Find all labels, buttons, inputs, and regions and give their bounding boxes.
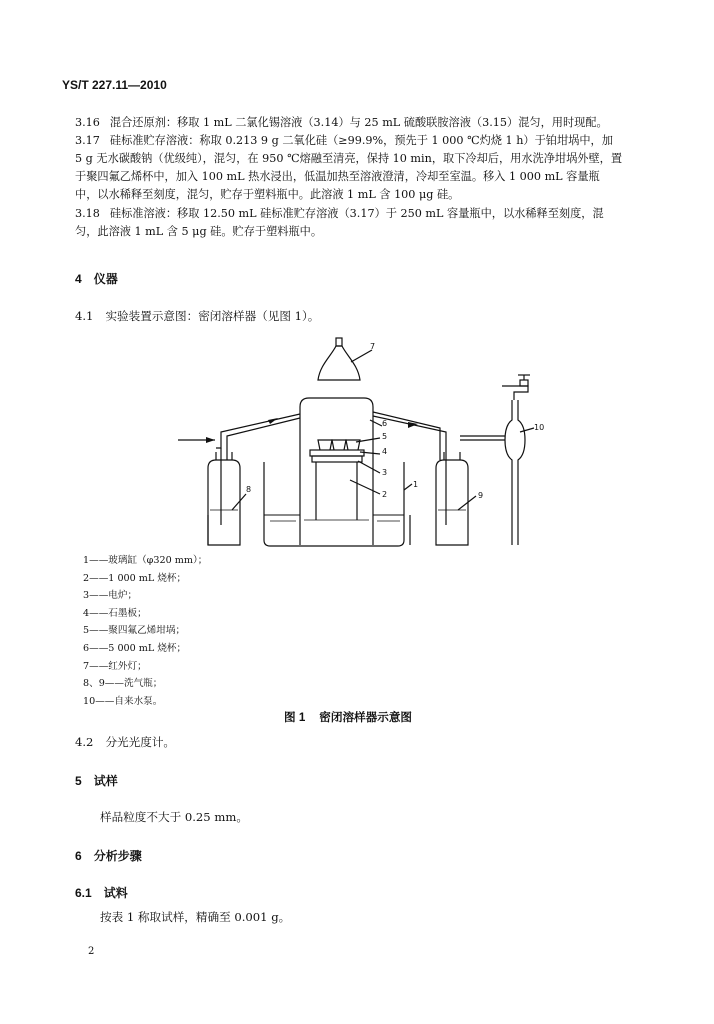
label-2: 2: [382, 490, 388, 499]
wash-bottle-9: [436, 460, 468, 545]
leader-3: [358, 461, 380, 473]
clause-text-line: 于聚四氟乙烯杯中，加入 100 mL 热水浸出，低温加热至溶液澄清，冷却至室温。移入 1 000 mL 容量瓶: [75, 170, 600, 183]
section-title: 试样: [93, 774, 118, 788]
label-6: 6: [382, 419, 388, 428]
clause-text-line: 中，以水稀释至刻度，混匀，贮存于塑料瓶中。此溶液 1 mL 含 100 μg 硅。: [75, 188, 460, 201]
label-7: 7: [370, 342, 376, 351]
leader-10: [520, 428, 534, 432]
figure-title: 密闭溶样器示意图: [319, 711, 413, 724]
clause-text: 混合还原剂：移取 1 mL 二氯化锡溶液（3.14）与 25 mL 硫酸联胺溶液（3.15）混匀，用时现配。: [109, 116, 608, 129]
leader-2: [350, 480, 380, 494]
section-number: 6: [75, 849, 82, 863]
crucible-a: [318, 440, 332, 450]
item-text: 分光光度计。: [105, 735, 176, 749]
leader-1: [404, 484, 412, 490]
crucible-b: [332, 440, 346, 450]
standard-header: YS/T 227.11—2010: [62, 78, 167, 92]
faucet: [502, 386, 528, 400]
clause-number: 3.16: [75, 116, 100, 129]
item-title: 试料: [103, 886, 128, 900]
item-number: 4.1: [75, 309, 94, 323]
legend-item: 6——5 000 mL 烧杯；: [83, 642, 187, 654]
clause-text-line: 5 g 无水碳酸钠（优级纯），混匀，在 950 ℃熔融至清亮，保持 10 min，取下冷却后，用水洗净坩埚外壁，置: [75, 152, 623, 165]
infrared-lamp: [318, 346, 360, 380]
leader-8: [232, 494, 246, 510]
item-number: 6.1: [75, 886, 92, 900]
graphite-plate: [310, 450, 364, 456]
clause-number: 3.18: [75, 207, 100, 220]
label-10: 10: [534, 423, 545, 432]
clause-text-line: 硅标准贮存溶液：称取 0.213 9 g 二氧化硅（≥99.9%，预先于 1 000 ℃灼烧 1 h）于铂坩埚中，加: [109, 134, 613, 147]
item-text: 实验装置示意图：密闭溶样器（见图 1）。: [105, 309, 320, 323]
hot-plate: [312, 456, 362, 462]
wash-bottle-8: [208, 460, 240, 545]
lamp-cap: [336, 338, 342, 346]
water-pump: [505, 400, 525, 545]
leader-6: [370, 420, 382, 426]
label-3: 3: [382, 468, 388, 477]
section-number: 4: [75, 272, 82, 286]
label-9: 9: [478, 491, 484, 500]
item-number: 4.2: [75, 735, 94, 749]
section-5-heading: [75, 772, 118, 789]
figure-legend: [83, 552, 207, 710]
legend-item: 4——石墨板；: [83, 607, 147, 619]
air-inlet-arrow: [206, 437, 215, 443]
legend-item: 7——红外灯；: [83, 660, 147, 672]
item-4-2: [75, 734, 175, 750]
legend-item: 1——玻璃缸（φ320 mm）；: [83, 555, 208, 566]
section-6-heading: [75, 847, 142, 864]
label-4: 4: [382, 447, 388, 456]
label-8: 8: [246, 485, 252, 494]
page-number: 2: [88, 946, 95, 957]
figure-caption: [284, 709, 412, 725]
section-title: 分析步骤: [93, 849, 142, 863]
leader-9: [458, 496, 476, 510]
leader-4: [360, 452, 380, 454]
legend-item: 10——自来水泵。: [83, 695, 163, 707]
clause-text-line: 硅标准溶液：移取 12.50 mL 硅标准贮存溶液（3.17）于 250 mL 容量瓶中，以水稀释至刻度，混: [109, 207, 604, 220]
sample-text: 样品粒度不大于 0.25 mm。: [100, 810, 248, 824]
item-6-1-text: 按表 1 称取试样，精确至 0.001 g。: [100, 910, 291, 924]
legend-item: 3——电炉；: [83, 590, 138, 602]
label-1: 1: [413, 480, 419, 489]
leader-7: [351, 350, 372, 362]
legend-item: 2——1 000 mL 烧杯；: [83, 572, 187, 584]
flow-arrow-left: [268, 418, 278, 424]
label-5: 5: [382, 432, 388, 441]
legend-item: 5——聚四氟乙烯坩埚；: [83, 625, 186, 637]
inner-beaker: [316, 462, 357, 520]
clause-number: 3.17: [75, 134, 100, 147]
item-6-1-heading: [75, 884, 128, 901]
big-beaker-outline: [300, 398, 373, 545]
section-number: 5: [75, 774, 82, 788]
clause-text-line: 匀，此溶液 1 mL 含 5 μg 硅。贮存于塑料瓶中。: [75, 225, 323, 238]
legend-item: 8、9——洗气瓶；: [83, 678, 163, 690]
figure-label: 图 1: [284, 711, 306, 724]
section-title: 仪器: [93, 272, 118, 286]
